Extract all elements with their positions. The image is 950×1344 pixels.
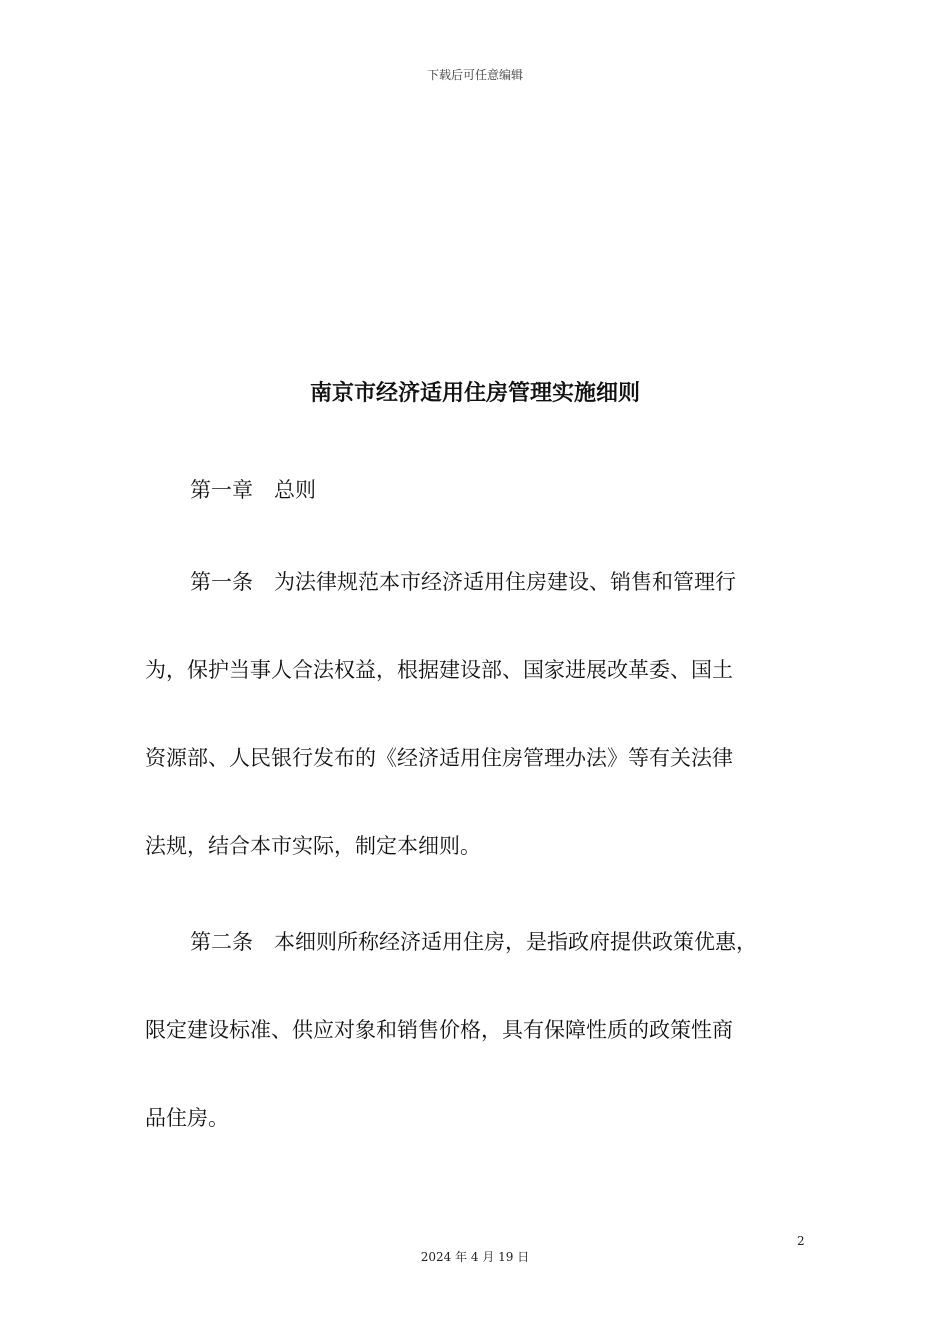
paragraph-line: 为，保护当事人合法权益，根据建设部、国家进展改革委、国土 bbox=[145, 658, 733, 682]
footer-date: 2024 年 4 月 19 日 bbox=[420, 1250, 530, 1264]
paragraph-line: 第二条 本细则所称经济适用住房，是指政府提供政策优惠， bbox=[190, 930, 757, 954]
paragraph-line: 限定建设标准、供应对象和销售价格，具有保障性质的政策性商 bbox=[145, 1018, 733, 1042]
document-title: 南京市经济适用住房管理实施细则 bbox=[309, 381, 640, 406]
article-paragraph bbox=[145, 898, 809, 1162]
chapter-heading: 第一章 总则 bbox=[190, 478, 316, 502]
paragraph-line: 品住房。 bbox=[145, 1106, 229, 1130]
article-paragraph bbox=[145, 538, 809, 890]
page-number: 2 bbox=[797, 1234, 805, 1248]
header-note: 下载后可任意编辑 bbox=[426, 68, 523, 82]
paragraph-line: 第一条 为法律规范本市经济适用住房建设、销售和管理行 bbox=[190, 570, 736, 594]
paragraph-line: 资源部、人民银行发布的《经济适用住房管理办法》等有关法律 bbox=[145, 746, 733, 770]
paragraph-line: 法规，结合本市实际，制定本细则。 bbox=[145, 834, 481, 858]
